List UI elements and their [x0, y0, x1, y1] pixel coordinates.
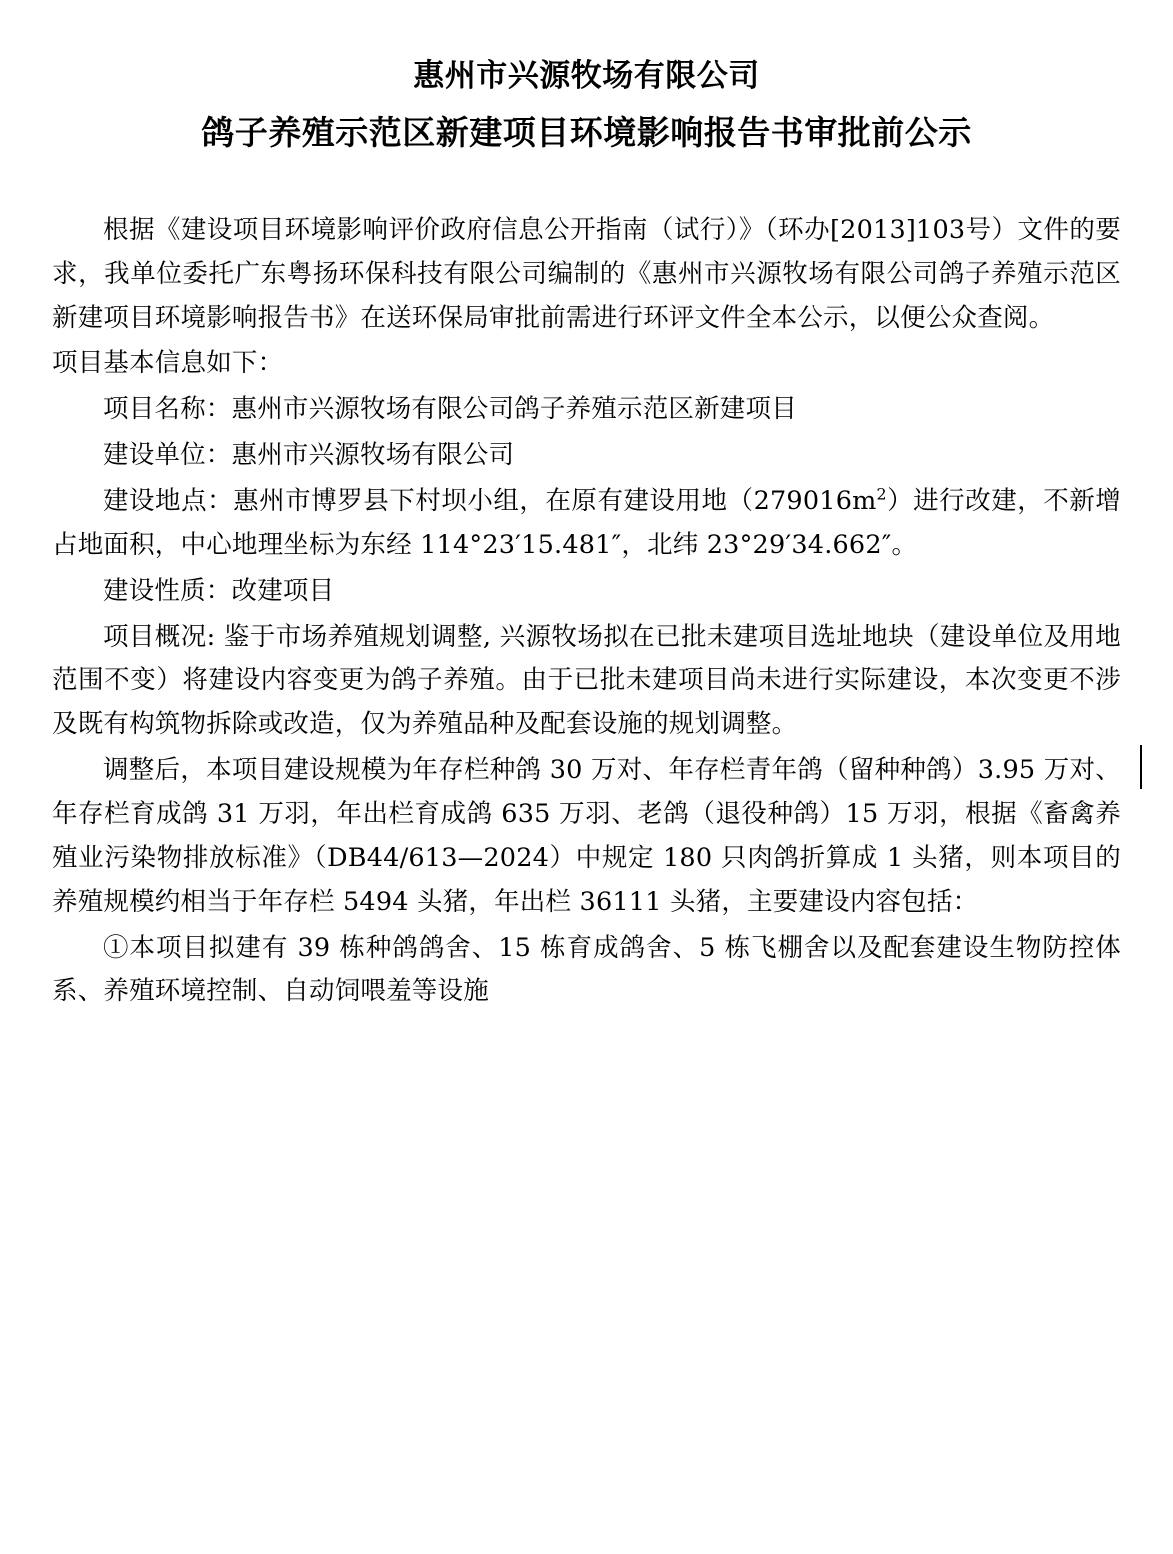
paragraph-basis: 根据《建设项目环境影响评价政府信息公开指南（试行）》（环办[2013]103号）文件的要求，我单位委托广东粤扬环保科技有限公司编制的《惠州市兴源牧场有限公司鸽子养殖示范区新建项目环境影响报告书》在送环保局审批前需进行环评文件全本公示，以便公众查阅。 [52, 214, 1121, 333]
field-construction-unit: 建设单位：惠州市兴源牧场有限公司 [103, 440, 515, 471]
paragraph-basic-info-lead: 项目基本信息如下： [52, 348, 284, 379]
location-prefix-text: 建设地点：惠州市博罗县下村坝小组，在原有建设用地（279016m [103, 485, 877, 516]
field-project-overview: 项目概况: 鉴于市场养殖规划调整, 兴源牧场拟在已批未建项目选址地块（建设单位及用地范围不变）将建设内容变更为鸽子养殖。由于已批未建项目尚未进行实际建设，本次变更不涉及既有构筑物拆除或改造，仅为养殖品种及配套设施的规划调整。 [52, 621, 1121, 740]
text-cursor [1140, 745, 1142, 789]
page-title-line-1: 惠州市兴源牧场有限公司 [413, 58, 760, 94]
document-body [52, 209, 1121, 1014]
document-title-block [52, 54, 1121, 157]
field-construction-nature: 建设性质：改建项目 [103, 575, 335, 606]
paragraph-content-item-1: ①本项目拟建有 39 栋种鸽鸽舍、15 栋育成鸽舍、5 栋飞棚舍以及配套建设生物防控体系、养殖环境控制、自动饲喂羞等设施 [52, 932, 1121, 1007]
location-suffix-text: ）进行改建，不新增占地面积，中心地理坐标为东经 114°23′15.481″，北纬 23°29′34.662″。 [52, 485, 1121, 560]
field-project-name: 项目名称：惠州市兴源牧场有限公司鸽子养殖示范区新建项目 [103, 394, 797, 425]
page-title-line-2: 鸽子养殖示范区新建项目环境影响报告书审批前公示 [201, 112, 972, 152]
field-construction-location [52, 480, 1121, 568]
location-area-superscript: 2 [876, 484, 887, 504]
paragraph-scale: 调整后，本项目建设规模为年存栏种鸽 30 万对、年存栏青年鸽（留种种鸽）3.95 万对、年存栏育成鸽 31 万羽，年出栏育成鸽 635 万羽、老鸽（退役种鸽）15 万羽，根据《畜禽养殖业污染物排放标准》（DB44/613—2024）中规定 180 只肉鸽折算成 1 头猪，则本项目的养殖规模约相当于年存栏 5494 头猪，年出栏 36111 头猪，主要建设内容包括： [52, 755, 1121, 917]
